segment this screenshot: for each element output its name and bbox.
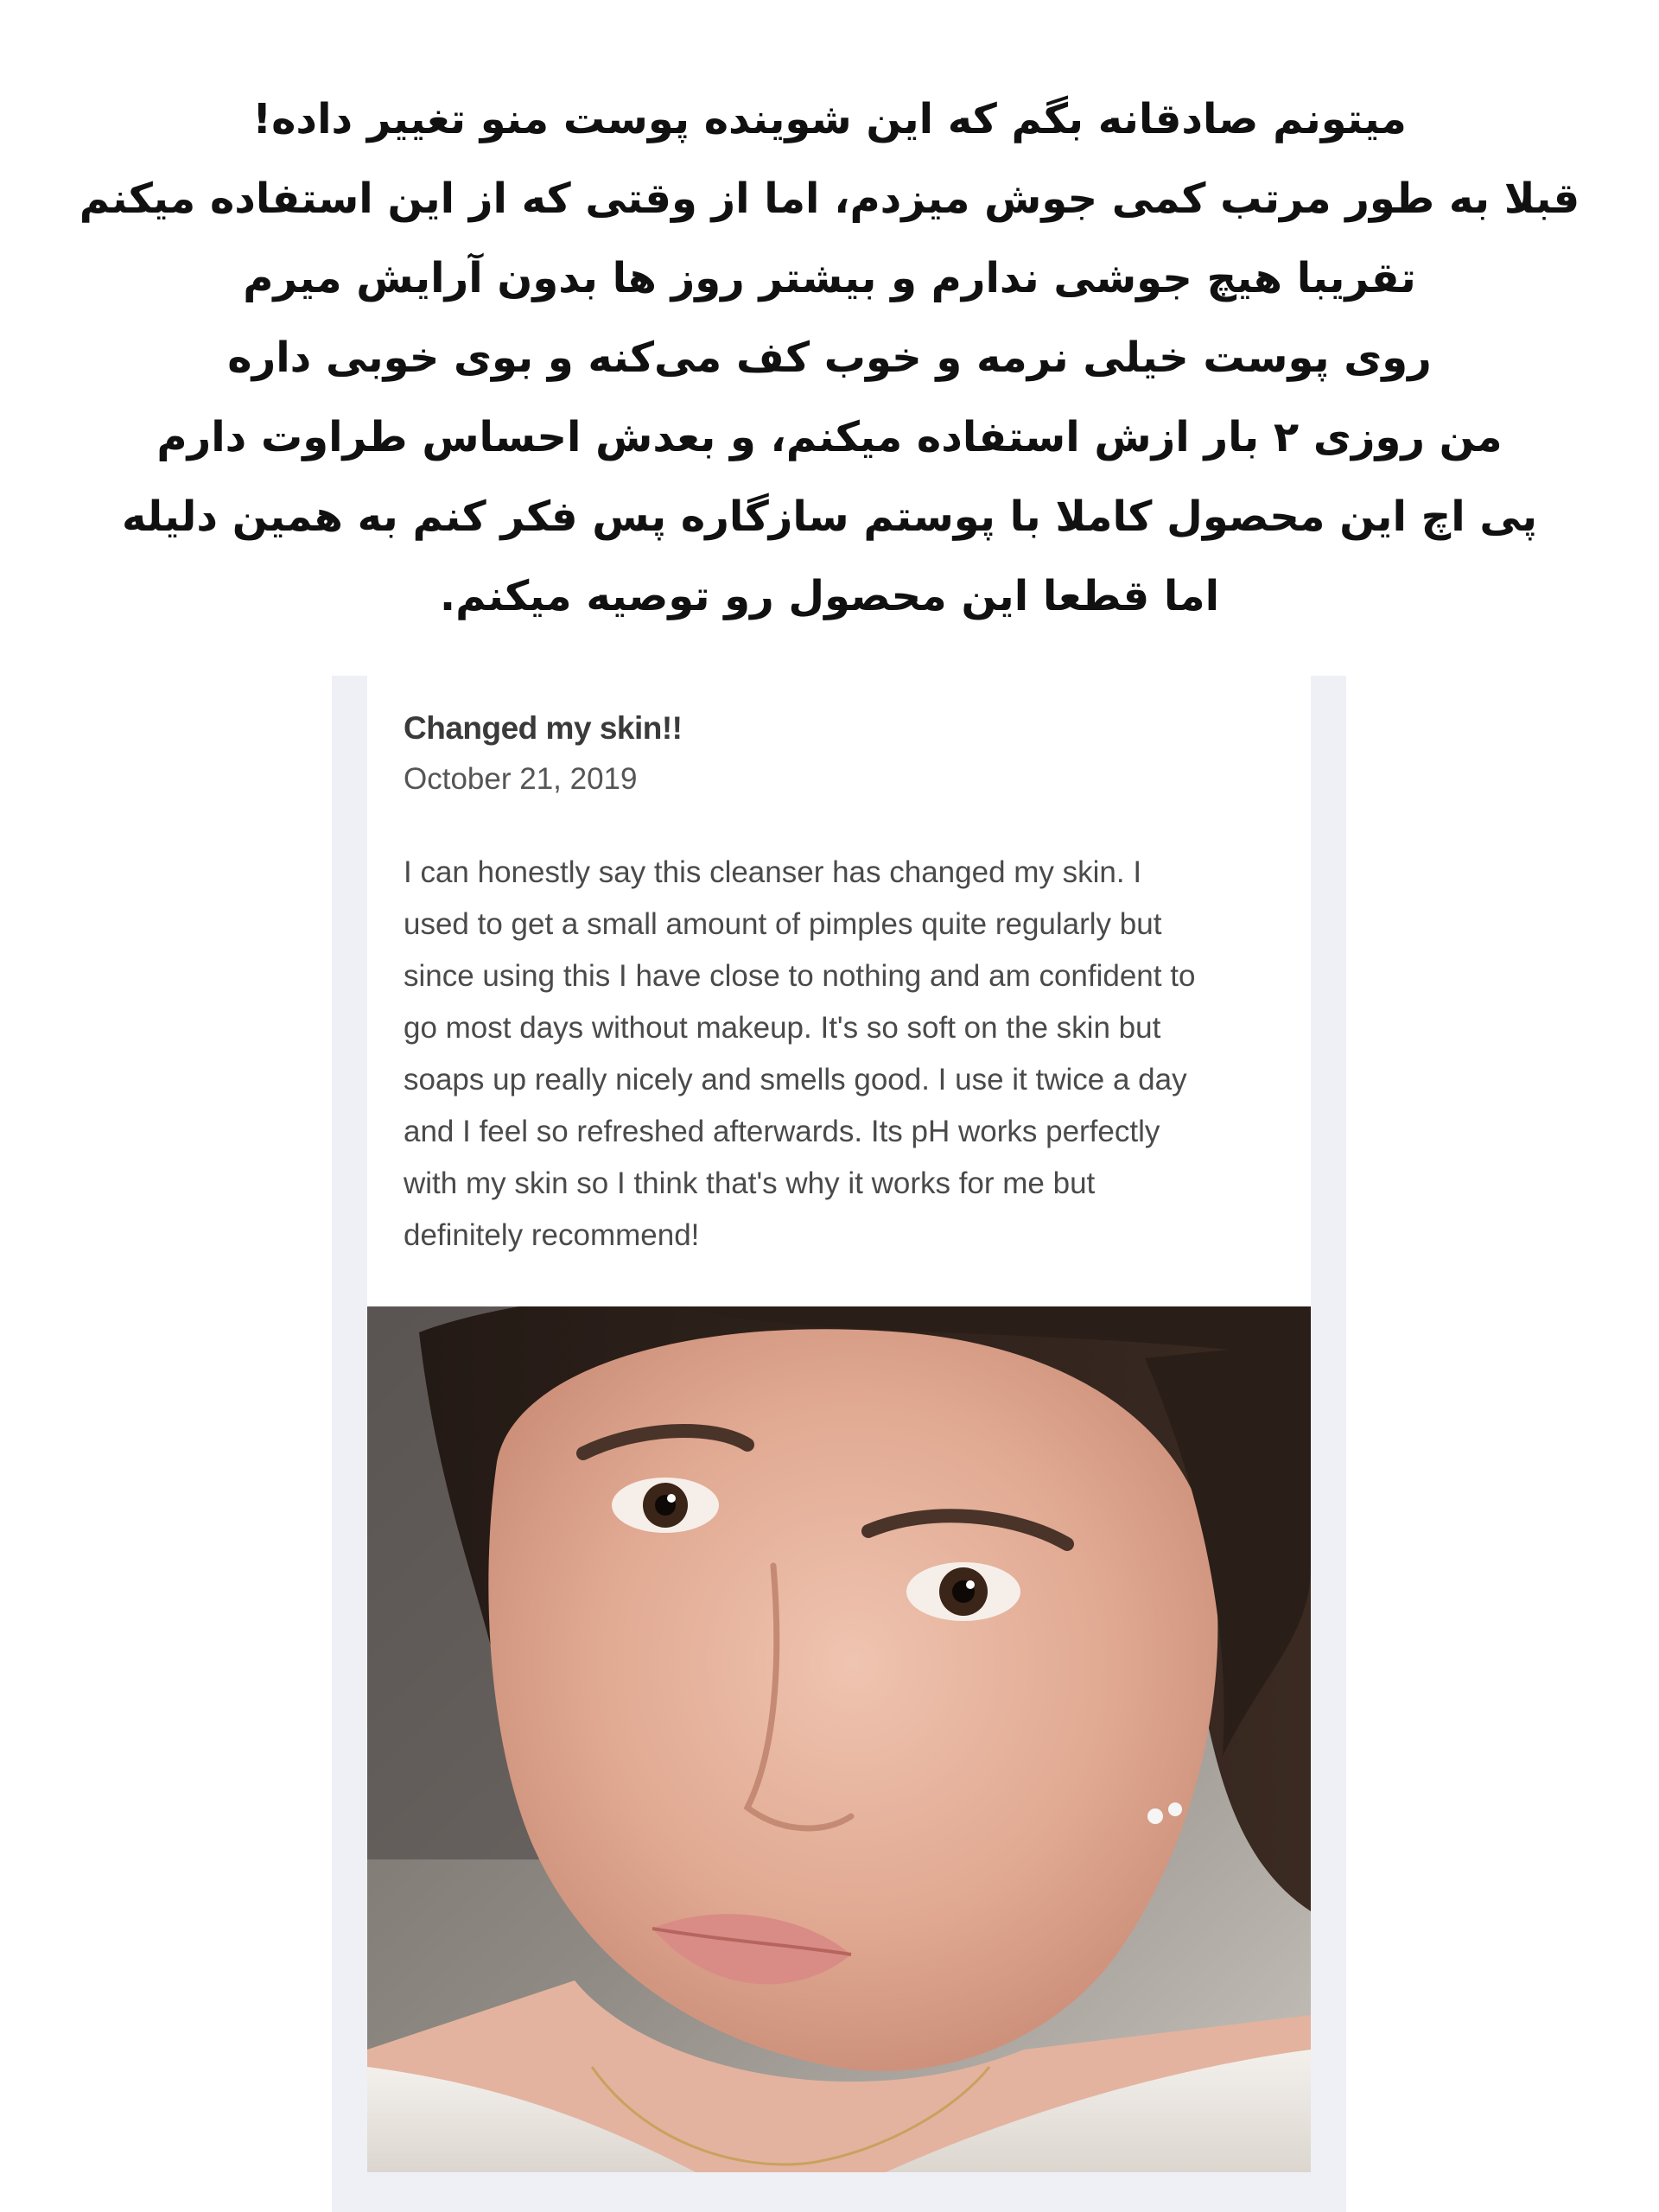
review-body-line: since using this I have close to nothing and am confident to (404, 959, 1196, 993)
review-body-line: soaps up really nicely and smells good. I use it twice a day (404, 1063, 1187, 1096)
review-title: Changed my skin!! (404, 710, 683, 746)
caption-line: روی پوست خیلی نرمه و خوب کف می‌کنه و بوی خوبی داره (227, 334, 1432, 382)
review-body-line: go most days without makeup. It's so soft on the skin but (404, 1011, 1161, 1045)
review-body-line: with my skin so I think that's why it works for me but (404, 1166, 1096, 1200)
caption-line: قبلا به طور مرتب کمی جوش میزدم، اما از وقتی که از این استفاده میکنم (79, 175, 1580, 223)
caption-line: تقریبا هیچ جوشی ندارم و بیشتر روز ها بدون آرایش میرم (243, 254, 1416, 302)
review-body-line: definitely recommend! (404, 1218, 700, 1252)
review-date: October 21, 2019 (404, 762, 638, 796)
review-body (404, 847, 1268, 1262)
persian-caption (52, 79, 1607, 636)
caption-line: میتونم صادقانه بگم که این شوینده پوست منو تغییر داده! (252, 95, 1407, 143)
review-body-line: I can honestly say this cleanser has changed my skin. I (404, 855, 1142, 889)
review-body-line: and I feel so refreshed afterwards. Its pH works perfectly (404, 1115, 1160, 1148)
caption-line: پی اچ این محصول کاملا با پوستم سازگاره پس فکر کنم به همین دلیله (122, 493, 1537, 541)
review-card (367, 676, 1311, 1306)
caption-line: اما قطعا این محصول رو توصیه میکنم. (439, 572, 1220, 620)
caption-line: من روزی ۲ بار ازش استفاده میکنم، و بعدش احساس طراوت دارم (156, 413, 1503, 461)
review-body-line: used to get a small amount of pimples quite regularly but (404, 907, 1162, 941)
review-photo (367, 1306, 1311, 2172)
